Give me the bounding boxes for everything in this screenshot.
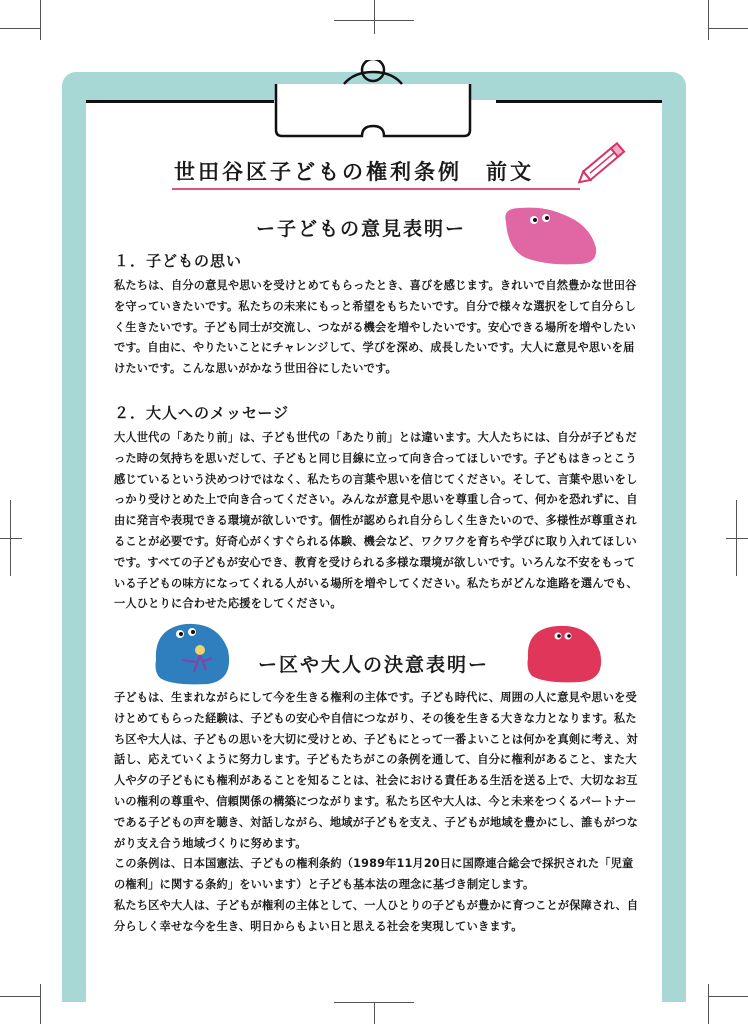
crop-mark (0, 28, 40, 29)
blue-creature-icon (152, 620, 234, 686)
pink-creature-icon (498, 204, 598, 266)
subheading-children-thoughts: １．子どもの思い (114, 252, 243, 270)
section-heading-opinion: ー子どもの意見表明ー (256, 218, 467, 240)
subheading-message-to-adults: ２．大人へのメッセージ (114, 404, 290, 422)
crop-mark (708, 984, 709, 1024)
crop-mark (0, 996, 40, 997)
crop-mark (736, 500, 737, 576)
red-creature-icon (522, 622, 606, 684)
page-title: 世田谷区子どもの権利条例 前文 (174, 160, 534, 184)
children-thoughts-text: 私たちは、自分の意見や思いを受けとめてもらったとき、喜びを感じます。きれいで自然豊かな世田谷を守っていきたいです。私たちの未来にもっと希望をもちたいです。自分で様々な選択をして自分らしく生きたいです。子ども同士が交流し、つながる機会を増やしたいです。安心できる場所を増やしたいです。自由に、やりたいことにチャレンジして、学びを深め、成長したいです。大人に意見や思いを届けたいです。こんな思いがかなう世田谷にしたいです。 (114, 279, 637, 376)
crop-mark (708, 996, 748, 997)
clipboard-clip-icon (274, 60, 472, 138)
crop-mark (726, 538, 748, 539)
crop-mark (708, 0, 709, 40)
crop-mark (40, 0, 41, 40)
section-heading-resolution: ー区や大人の決意表明ー (258, 654, 490, 676)
crop-mark (10, 500, 11, 576)
message-to-adults-text: 大人世代の「あたり前」は、子ども世代の「あたり前」とは違います。大人たちには、自分が子どもだった時の気持ちを思いだして、子どもと同じ目線に立って向き合ってほしいです。子どもはきっとこう感じているという決めつけではなく、私たちの言葉や思いを信じてください。そして、言葉や思いをしっかり受けとめた上で向き合ってください。みんなが意見や思いを尊重し合って、何かを恐れずに、自由に発言や表現できる環境が欲しいです。個性が認められ自分らしく生きたいので、多様性が尊重されることが必要です。好奇心がくすぐられる体験、機会など、ワクワクを育ちや学びに取り入れてほしいです。すべての子どもが安心でき、教育を受けられる多様な環境が欲しいです。いろんな不安をもっている子どもの味方になってくれる人がいる場所を増やしてください。私たちがどんな進路を選んでも、一人ひとりに合わせた応援をしてください。 (114, 431, 638, 611)
resolution-text (114, 688, 644, 938)
title-underline (172, 188, 580, 190)
crop-mark (708, 28, 748, 29)
resolution-paragraph-2: この条例は、日本国憲法、子どもの権利条約（1989年11月20日に国際連合総会で採択された「児童の権利」に関する条約」をいいます）と子ども基本法の理念に基づき制定します。 (114, 857, 634, 892)
crop-mark (374, 0, 375, 34)
pencil-icon (574, 132, 634, 192)
crop-mark (40, 984, 41, 1024)
resolution-paragraph-1: 子どもは、生まれながらにして今を生きる権利の主体です。子ども時代に、周囲の人に意見や思いを受けとめてもらった経験は、子どもの安心や自信につながり、その後を生きる大きな力となります。私たち区や大人は、子どもの思いを大切に受けとめ、子どもにとって一番よいことは何かを真剣に考え、対話し、応えていくように努力します。子どもたちがこの条例を通して、自分に権利があること、また大人や夕の子どもにも権利があることを知ることは、社会における責任ある生活を送る上で、大切なお互いの権利の尊重や、信頼関係の構築につながります。私たち区や大人は、今と未来をつくるパートナーである子どもの声を聴き、対話しながら、地域が子どもを支え、子どもが地域を豊かにし、誰もがつながり支え合う地域づくりに努めます。 (114, 691, 639, 850)
top-rule (496, 100, 662, 103)
resolution-paragraph-3: 私たち区や大人は、子どもが権利の主体として、一人ひとりの子どもが豊かに育つことが保障され、自分らしく幸せな今を生き、明日からもよい日と思える社会を実現していきます。 (114, 898, 639, 933)
crop-mark (0, 538, 22, 539)
top-rule (86, 100, 274, 103)
